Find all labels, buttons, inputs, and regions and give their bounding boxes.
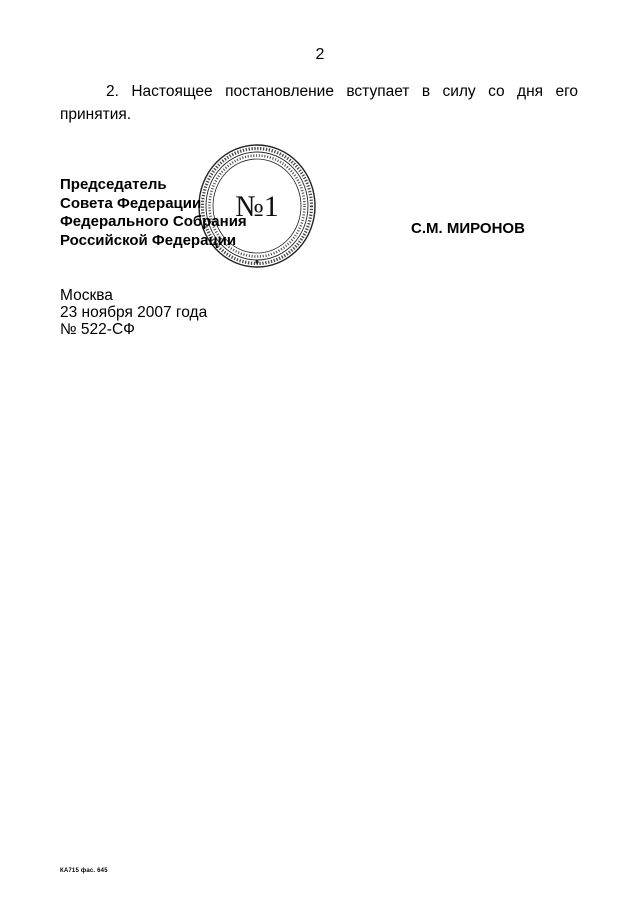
resolution-paragraph: 2. Настоящее постановление вступает в силу со дня его принятия. (60, 83, 578, 123)
place-date-block (60, 287, 207, 338)
signatory-name: С.М. МИРОНОВ (411, 220, 525, 237)
signatory-title-line: Совета Федерации (60, 194, 202, 212)
signatory-title (60, 176, 247, 250)
page-number: 2 (315, 46, 325, 63)
document-number: № 522-СФ (60, 321, 135, 338)
city: Москва (60, 287, 113, 304)
signatory-title-line: Федерального Собрания (60, 213, 247, 230)
seal-number: №1 (235, 190, 279, 223)
signatory-title-line: Председатель (60, 176, 167, 193)
signatory-title-line: Российской Федерации (60, 231, 237, 249)
footer-print-code: КА715 фас. 645 (60, 868, 108, 874)
date: 23 ноября 2007 года (60, 304, 208, 321)
